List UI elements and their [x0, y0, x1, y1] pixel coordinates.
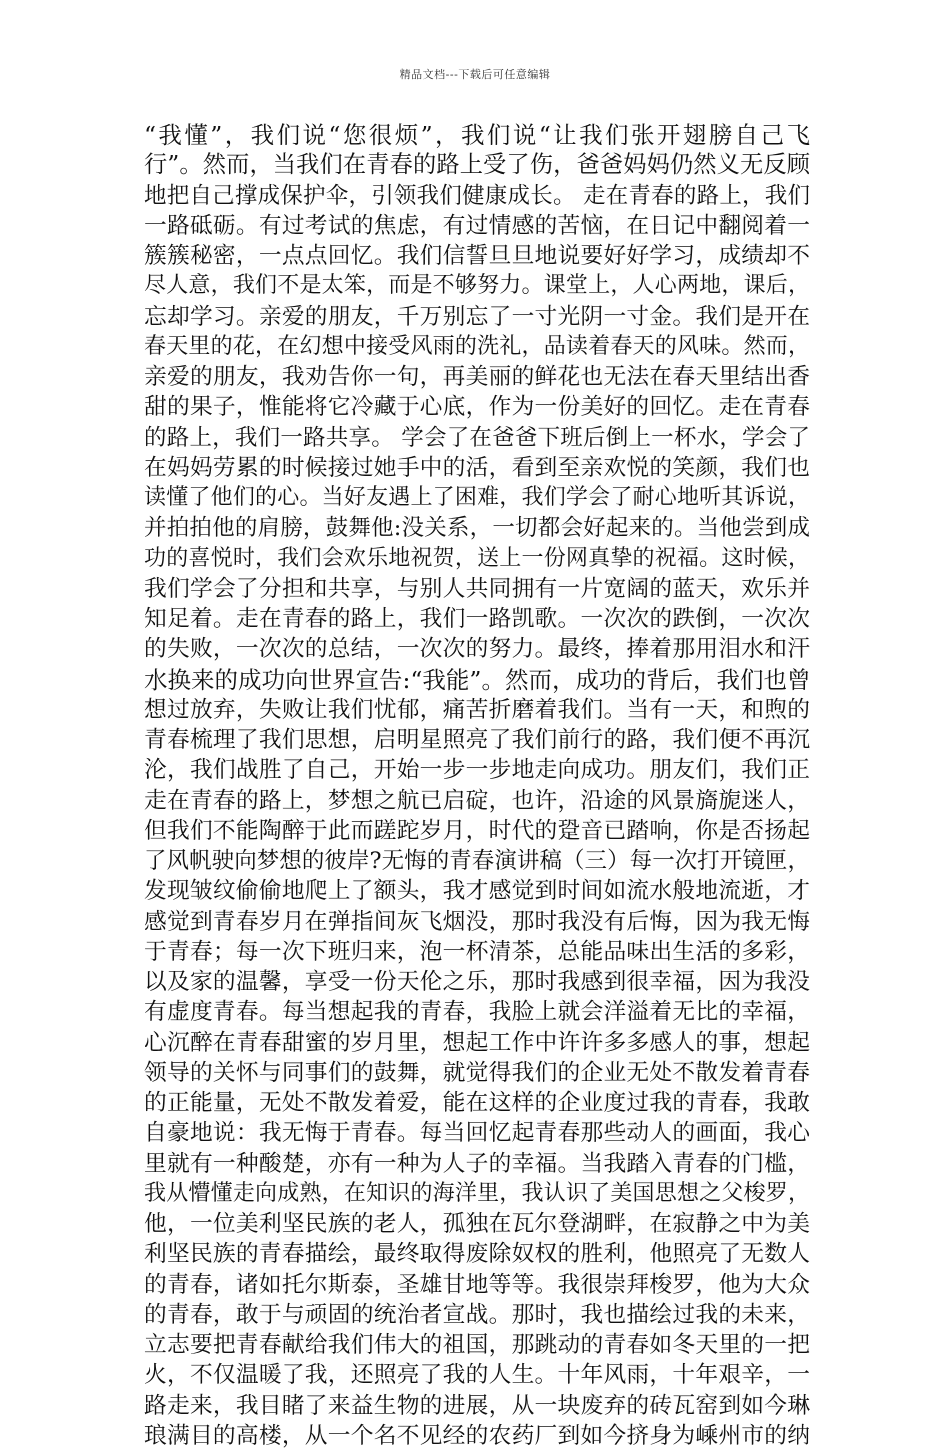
text-line: 发现皱纹偷偷地爬上了额头，我才感觉到时间如流水般地流逝，才: [144, 878, 810, 905]
text-line: 的青春，敢于与顽固的统治者宣战。那时，我也描绘过我的未来，: [144, 1301, 810, 1328]
text-line: 于青春；每一次下班归来，泡一杯清茶，总能品味出生活的多彩，: [144, 938, 810, 965]
text-line: 想过放弃，失败让我们忧郁，痛苦折磨着我们。当有一天，和煦的: [144, 696, 810, 723]
text-line: 功的喜悦时，我们会欢乐地祝贺，送上一份网真挚的祝福。这时候，: [144, 545, 810, 571]
text-line: 的路上，我们一路共享。 学会了在爸爸下班后倒上一杯水，学会了: [144, 424, 810, 451]
text-line: 走在青春的路上，梦想之航已启碇，也许，沿途的风景旖旎迷人，: [144, 787, 810, 814]
text-line: 知足着。走在青春的路上，我们一路凯歌。一次次的跌倒，一次次: [144, 606, 810, 632]
text-line: 他，一位美利坚民族的老人，孤独在瓦尔登湖畔，在寂静之中为美: [144, 1211, 810, 1237]
text-line: 感觉到青春岁月在弹指间灰飞烟没，那时我没有后悔，因为我无悔: [144, 908, 810, 935]
text-line: 火，不仅温暖了我，还照亮了我的人生。十年风雨，十年艰辛，一: [144, 1362, 810, 1389]
text-line: 簇簇秘密，一点点回忆。我们信誓旦旦地说要好好学习，成绩却不: [144, 243, 810, 269]
text-line: 甜的果子，惟能将它冷藏于心底，作为一份美好的回忆。走在青春: [144, 394, 810, 421]
text-line: 里就有一种酸楚，亦有一种为人子的幸福。当我踏入青春的门槛，: [144, 1150, 810, 1177]
text-line: 的失败，一次次的总结，一次次的努力。最终，捧着那用泪水和汗: [144, 636, 810, 663]
text-line: 行”。然而，当我们在青春的路上受了伤，爸爸妈妈仍然义无反顾: [144, 151, 810, 179]
text-line: 忘却学习。亲爱的朋友，千万别忘了一寸光阴一寸金。我们是开在: [144, 303, 810, 330]
body-text: [144, 120, 810, 1451]
text-line: 路走来，我目睹了来益生物的进展，从一块废弃的砖瓦窑到如今琳: [144, 1392, 810, 1419]
text-line: 但我们不能陶醉于此而蹉跎岁月，时代的跫音已踏响，你是否扬起: [144, 817, 810, 844]
text-line: 亲爱的朋友，我劝告你一句，再美丽的鲜花也无法在春天里结出香: [144, 364, 810, 390]
text-line: 沦，我们战胜了自己，开始一步一步地走向成功。朋友们，我们正: [144, 757, 810, 784]
text-line: 春天里的花，在幻想中接受风雨的洗礼，品读着春天的风味。然而，: [144, 333, 810, 359]
text-line: 的青春，诸如托尔斯泰，圣雄甘地等等。我很崇拜梭罗，他为大众: [144, 1271, 810, 1298]
text-line: 我们学会了分担和共享，与别人共同拥有一片宽阔的蓝天，欢乐并: [144, 575, 810, 602]
page-header: 精品文档---下载后可任意编辑: [399, 68, 551, 81]
text-line: 我从懵懂走向成熟，在知识的海洋里，我认识了美国思想之父梭罗，: [144, 1180, 810, 1206]
text-line: 心沉醉在青春甜蜜的岁月里，想起工作中许许多多感人的事，想起: [144, 1029, 810, 1056]
text-line: 地把自己撑成保护伞，引领我们健康成长。 走在青春的路上，我们: [144, 182, 810, 209]
text-line: 自豪地说：我无悔于青春。每当回忆起青春那些动人的画面，我心: [144, 1120, 810, 1147]
text-line: 青春梳理了我们思想，启明星照亮了我们前行的路，我们便不再沉: [144, 727, 810, 753]
text-line: 立志要把青春献给我们伟大的祖国，那跳动的青春如冬天里的一把: [144, 1332, 810, 1358]
text-line: 有虚度青春。每当想起我的青春，我脸上就会洋溢着无比的幸福，: [144, 999, 810, 1026]
text-line: 读懂了他们的心。当好友遇上了困难，我们学会了耐心地听其诉说，: [144, 485, 810, 510]
text-line: 利坚民族的青春描绘，最终取得废除奴权的胜利，他照亮了无数人: [144, 1241, 810, 1268]
text-line: 以及家的温馨，享受一份天伦之乐，那时我感到很幸福，因为我没: [144, 969, 810, 995]
text-line: 的正能量，无处不散发着爱，能在这样的企业度过我的青春，我敢: [144, 1090, 810, 1116]
text-line: “我懂”，我们说“您很烦”，我们说“让我们张开翅膀自己飞: [144, 121, 810, 149]
text-line: 尽人意，我们不是太笨，而是不够努力。课堂上，人心两地，课后，: [144, 273, 810, 299]
text-line: 在妈妈劳累的时候接过她手中的活，看到至亲欢悦的笑颜，我们也: [144, 454, 810, 481]
text-line: 水换来的成功向世界宣告:“我能”。然而，成功的背后，我们也曾: [144, 665, 811, 694]
text-line: 一路砥砺。有过考试的焦虑，有过情感的苦恼，在日记中翻阅着一: [144, 212, 810, 239]
text-line: 领导的关怀与同事们的鼓舞，就觉得我们的企业无处不散发着青春: [144, 1059, 810, 1086]
text-line: 并拍拍他的肩膀，鼓舞他:没关系，一切都会好起来的。当他尝到成: [144, 515, 810, 542]
text-line: 了风帆驶向梦想的彼岸?无悔的青春演讲稿（三）每一次打开镜匣，: [144, 848, 810, 874]
text-line: 琅满目的高楼，从一个名不见经的农药厂到如今挤身为嵊州市的纳: [144, 1422, 810, 1449]
